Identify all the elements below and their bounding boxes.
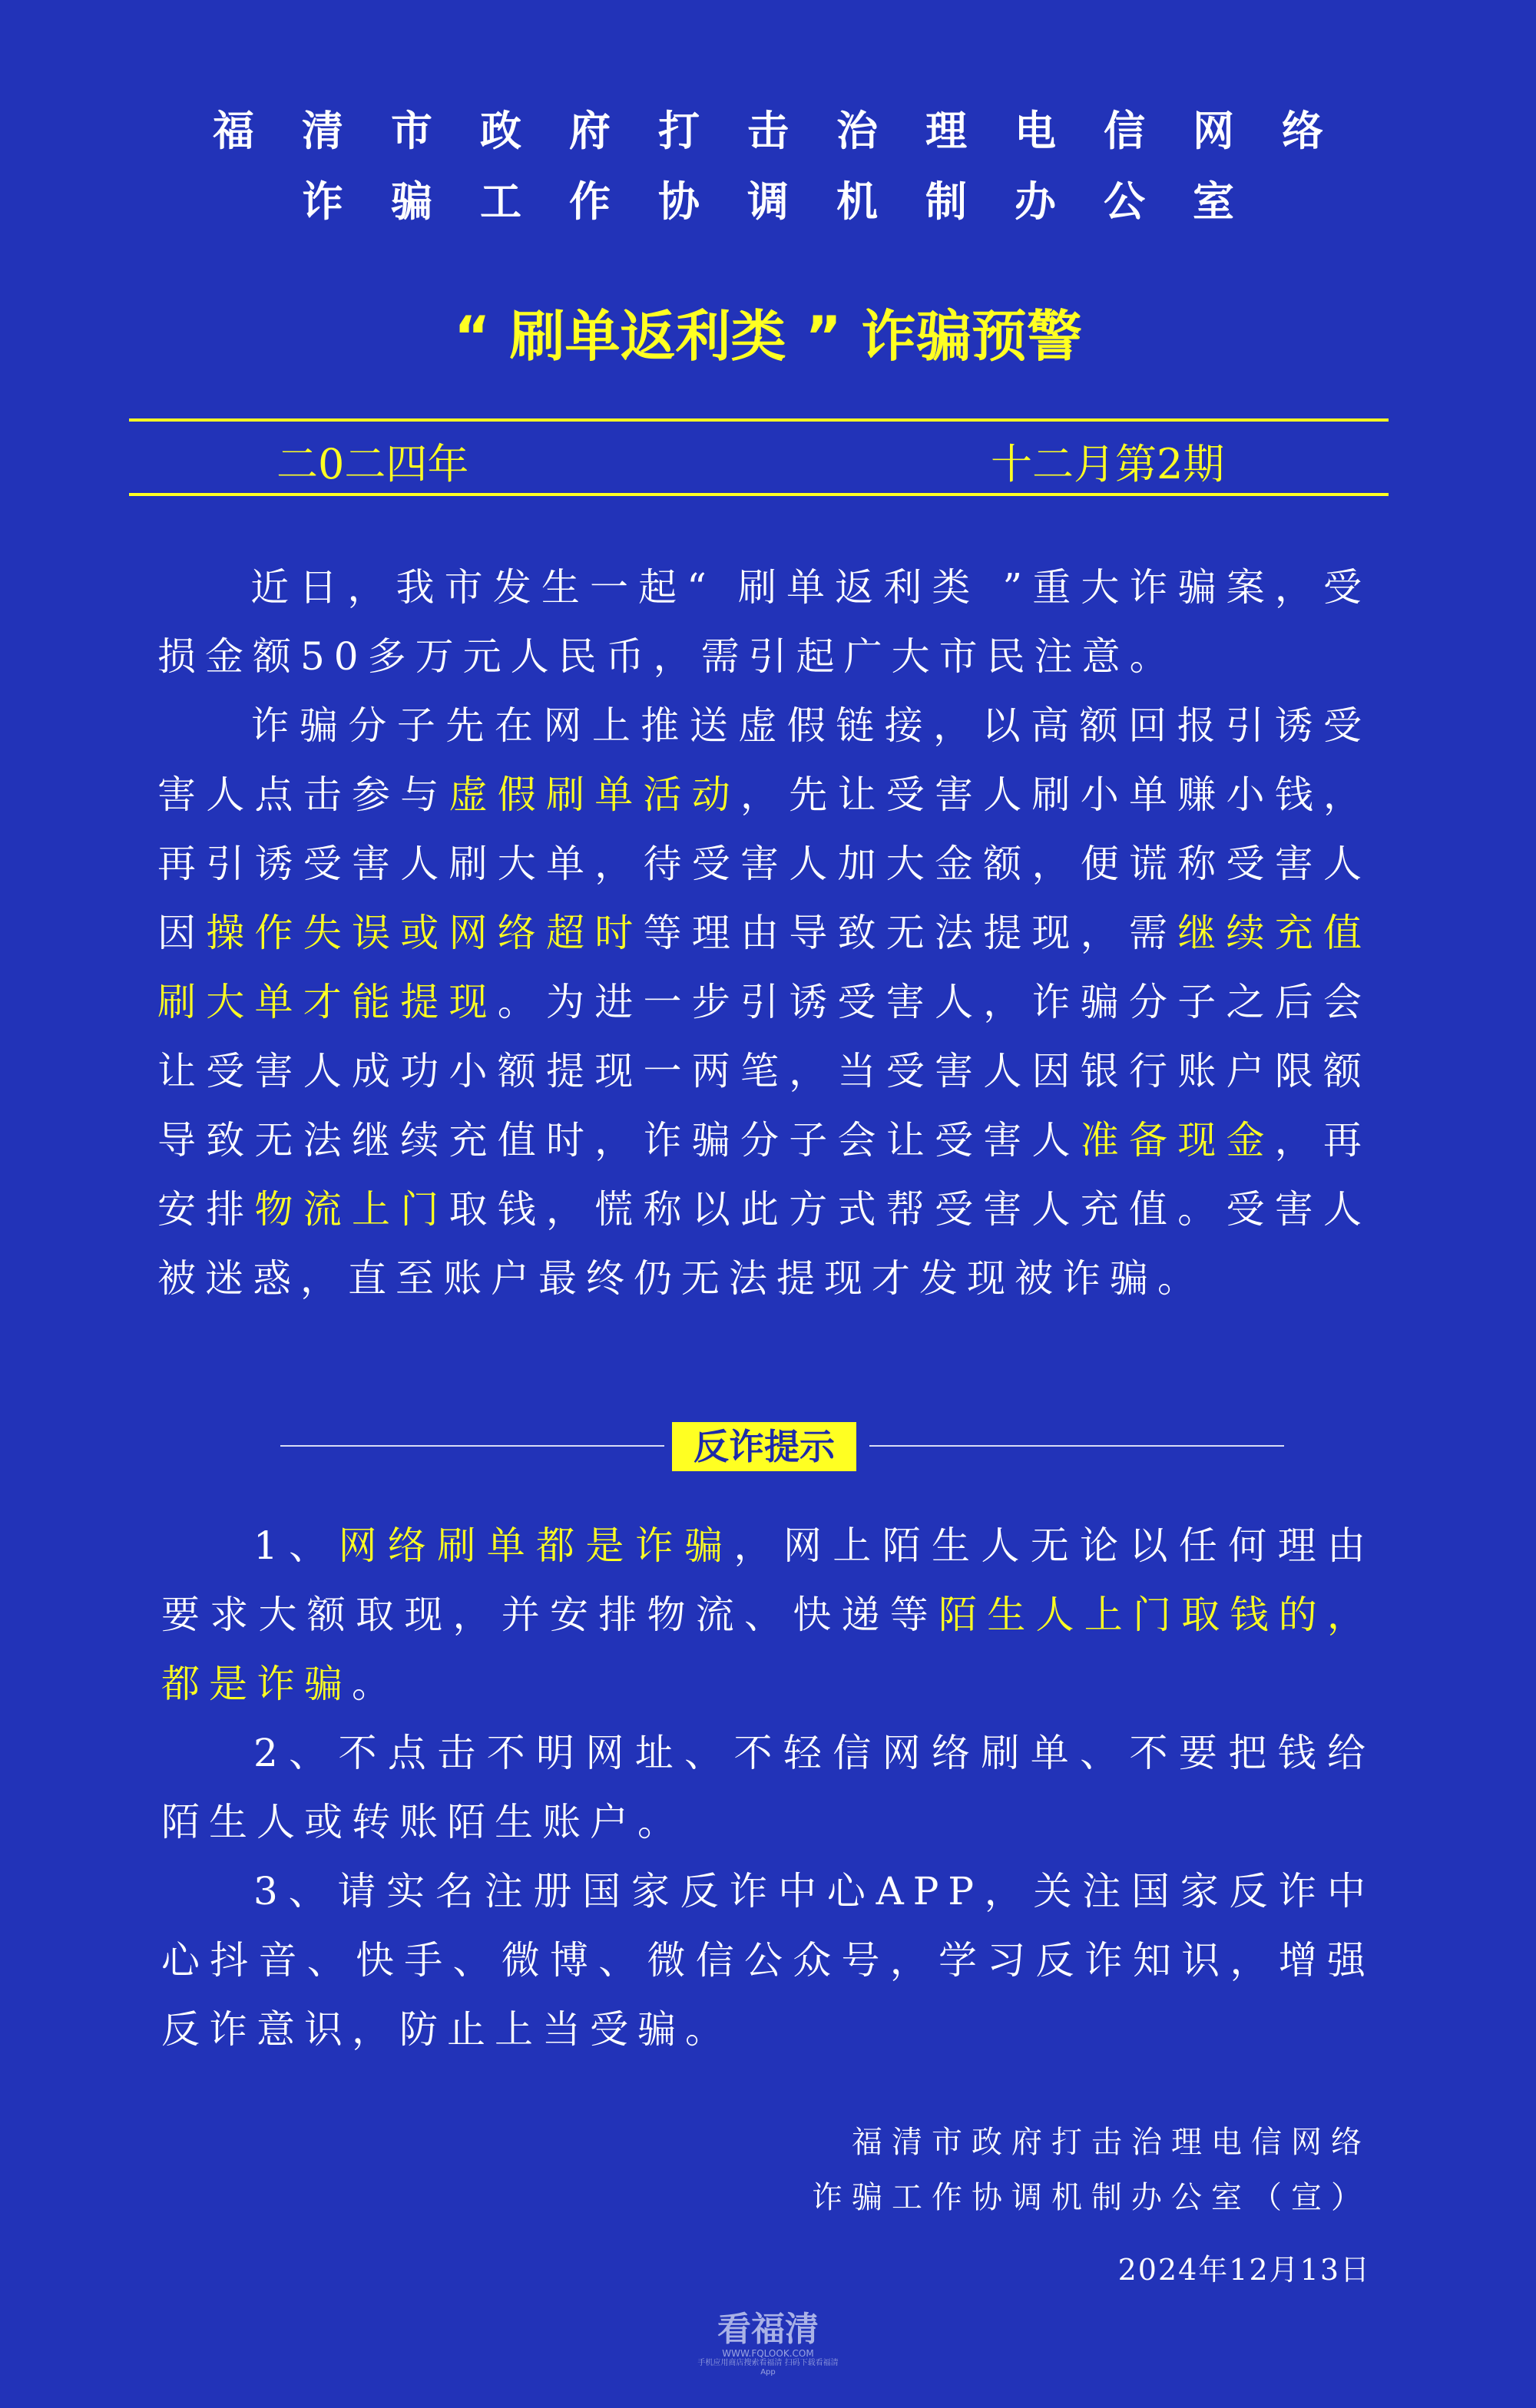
- tips-divider-left: [280, 1445, 664, 1447]
- footer-org-line-1: 福清市政府打击治理电信网络: [852, 2125, 1371, 2160]
- issue-year: 二0二四年: [276, 440, 469, 488]
- highlight-tip1-a: 网络刷单都是诈骗: [338, 1523, 734, 1568]
- tip-2: 2、不点击不明网址、不轻信网络刷单、不要把钱给陌生人或转账陌生账户。: [161, 1731, 1375, 1844]
- tip-3: 3、请实名注册国家反诈中心APP，关注国家反诈中心抖音、快手、微博、微信公众号，学习反诈知识，增强反诈意识，防止上当受骗。: [161, 1869, 1375, 2052]
- highlight-tip1-b: 陌生人上门取钱的，都是诈骗: [161, 1593, 1375, 1706]
- issue-top-rule: [129, 418, 1389, 422]
- page-title: “ 刷单返利类 ” 诈骗预警: [454, 304, 1082, 369]
- logo-url: WWW.FQLOOK.COM: [722, 2348, 814, 2359]
- issue-number: 十二月第2期: [991, 440, 1225, 488]
- highlight-operation-error: 操作失误或网络超时: [206, 911, 644, 955]
- tips-badge: 反诈提示: [672, 1422, 856, 1471]
- logo-title: 看福清: [717, 2310, 819, 2349]
- tips-divider-right: [869, 1445, 1284, 1447]
- paragraph-intro: 近日，我市发生一起“ 刷单返利类 ”重大诈骗案，受损金额50多万元人民币，需引起广大市民注意。: [157, 565, 1371, 679]
- watermark-logo: [691, 2311, 845, 2377]
- issue-bottom-rule: [129, 493, 1389, 496]
- footer-org-line-2: 诈骗工作协调机制办公室（宣）: [812, 2180, 1371, 2215]
- highlight-fake-order: 虚假刷单活动: [449, 772, 740, 817]
- paragraph-method: 诈骗分子先在网上推送虚假链接，以高额回报引诱受害人点击参与虚假刷单活动，先让受害人刷小单赚小钱，再引诱受害人刷大单，待受害人加大金额，便谎称受害人因操作失误或网络超时等理由导致无法提现，需继续充值刷大单才能提现。为进一步引诱受害人，诈骗分子之后会让受害人成功小额提现一两笔，当受害人因银行账户限额导致无法继续充值时，诈骗分子会让受害人准备现金，再安排物流上门取钱，慌称以此方式帮受害人充值。受害人被迷惑，直至账户最终仍无法提现才发现被诈骗。: [157, 703, 1371, 1301]
- highlight-logistics: 物流上门: [254, 1187, 449, 1232]
- logo-subtitle: 手机应用商店搜索看福清 扫码下载看福清App: [697, 2359, 839, 2377]
- header-org-line-1: 福清市政府打击治理电信网络: [213, 107, 1371, 155]
- tip-1: 1、网络刷单都是诈骗，网上陌生人无论以任何理由要求大额取现，并安排物流、快递等陌生人上门取钱的，都是诈骗。: [161, 1523, 1375, 1706]
- footer-date: 2024年12月13日: [1117, 2253, 1371, 2287]
- highlight-recharge: 继续充值刷大单才能提现: [157, 911, 1371, 1024]
- highlight-cash: 准备现金: [1080, 1118, 1275, 1163]
- header-org-line-2: 诈骗工作协调机制办公室: [302, 177, 1282, 226]
